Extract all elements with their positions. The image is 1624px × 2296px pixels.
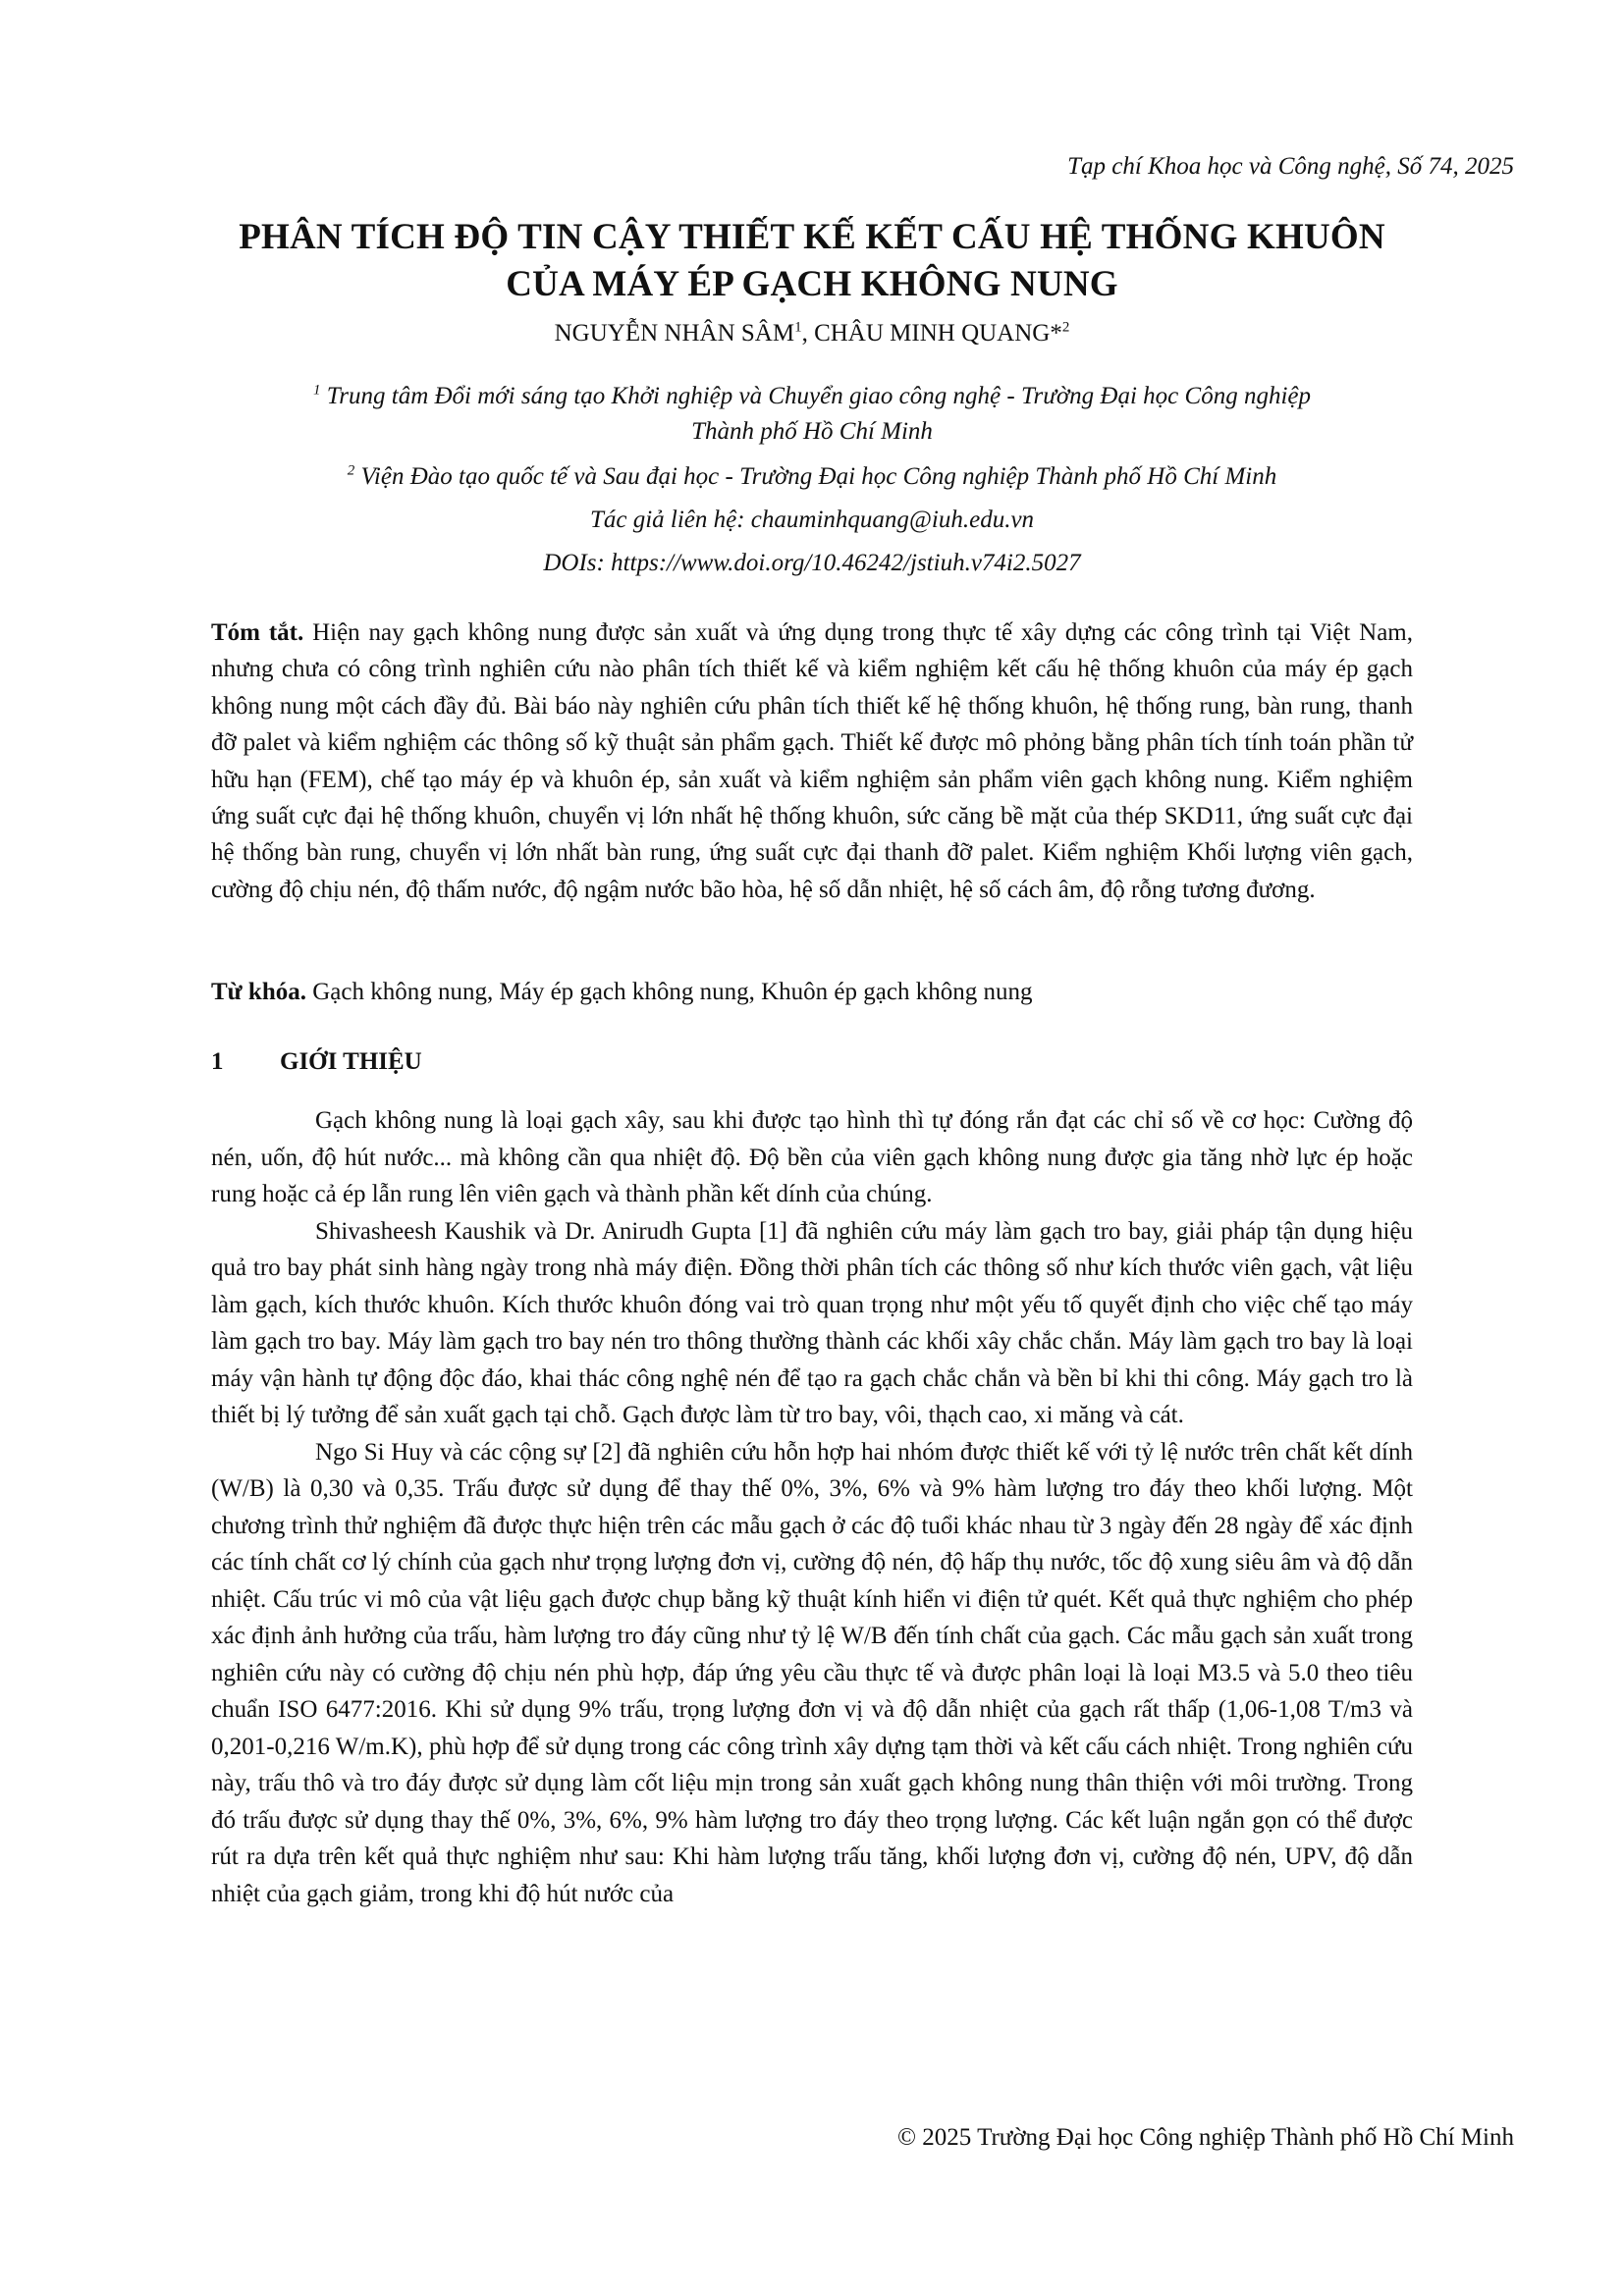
affiliation-text: Thành phố Hồ Chí Minh bbox=[691, 418, 933, 445]
keywords-label: Từ khóa. bbox=[211, 979, 306, 1005]
paragraph: Gạch không nung là loại gạch xây, sau khi được tạo hình thì tự đóng rắn đạt các chỉ số về cơ học: Cường độ nén, uốn, độ hút nước... mà không cần qua nhiệt độ. Độ bền của viên gạch không nung được gia tăng nhờ lực ép hoặc rung hoặc cả ép lẫn rung lên viên gạch và thành phần kết dính của chúng. bbox=[211, 1107, 1413, 1207]
author-separator: , bbox=[801, 320, 815, 347]
paragraph: Shivasheesh Kaushik và Dr. Anirudh Gupta [1] đã nghiên cứu máy làm gạch tro bay, giải pháp tận dụng hiệu quả tro bay phát sinh hàng ngày trong nhà máy điện. Đồng thời phân tích các thông số như kích thước viên gạch, vật liệu làm gạch, kích thước khuôn. Kích thước khuôn đóng vai trò quan trọng như một yếu tố quyết định cho việc chế tạo máy làm gạch tro bay. Máy làm gạch tro bay nén tro thông thường thành các khối xây chắc chắn. Máy làm gạch tro bay là loại máy vận hành tự động độc đáo, khai thác công nghệ nén để tạo ra gạch chắc chắn và bền bỉ khi thi công. Máy gạch tro là thiết bị lý tưởng để sản xuất gạch tại chỗ. Gạch được làm từ tro bay, vôi, thạch cao, xi măng và cát. bbox=[211, 1217, 1413, 1428]
abstract bbox=[211, 614, 1413, 908]
paragraph: Ngo Si Huy và các cộng sự [2] đã nghiên cứu hỗn hợp hai nhóm được thiết kế với tỷ lệ nước trên chất kết dính (W/B) là 0,30 và 0,35. Trấu được sử dụng để thay thế 0%, 3%, 6% và 9% hàm lượng tro đáy theo khối lượng. Một chương trình thử nghiệm đã được thực hiện trên các mẫu gạch ở các độ tuổi khác nhau từ 3 ngày đến 28 ngày để xác định các tính chất cơ lý chính của gạch như trọng lượng đơn vị, cường độ nén, độ hấp thụ nước, tốc độ xung siêu âm và độ dẫn nhiệt. Cấu trúc vi mô của vật liệu gạch được chụp bằng kỹ thuật kính hiển vi điện tử quét. Kết quả thực nghiệm cho phép xác định ảnh hưởng của trấu, hàm lượng tro đáy cũng như tỷ lệ W/B đến tính chất của gạch. Các mẫu gạch sản xuất trong nghiên cứu này có cường độ chịu nén phù hợp, đáp ứng yêu cầu thực tế và được phân loại là loại M3.5 và 5.0 theo tiêu chuẩn ISO 6477:2016. Khi sử dụng 9% trấu, trọng lượng đơn vị và độ dẫn nhiệt của gạch rất thấp (1,06-1,08 T/m3 và 0,201-0,216 W/m.K), phù hợp để sử dụng trong các công trình xây dựng tạm thời và kết cấu cách nhiệt. Trong nghiên cứu này, trấu thô và tro đáy được sử dụng làm cốt liệu mịn trong sản xuất gạch không nung thân thiện với môi trường. Trong đó trấu được sử dụng thay thế 0%, 3%, 6%, 9% hàm lượng tro đáy theo trọng lượng. Các kết luận ngắn gọn có thể được rút ra dựa trên kết quả thực nghiệm như sau: Khi hàm lượng trấu tăng, khối lượng đơn vị, cường độ nén, UPV, độ dẫn nhiệt của gạch giảm, trong khi độ hút nước của bbox=[211, 1438, 1413, 1907]
section-number: 1 bbox=[211, 1048, 224, 1075]
paper-title-line-2: CỦA MÁY ÉP GẠCH KHÔNG NUNG bbox=[506, 264, 1118, 304]
title-block bbox=[211, 214, 1413, 351]
author-list bbox=[211, 316, 1413, 351]
section-heading bbox=[211, 1048, 422, 1076]
doi-line: DOIs: https://www.doi.org/10.46242/jstiuh.v74i2.5027 bbox=[543, 550, 1081, 576]
paper-title-line-1: PHÂN TÍCH ĐỘ TIN CẬY THIẾT KẾ KẾT CẤU HỆ THỐNG KHUÔN bbox=[239, 217, 1385, 257]
author-name: CHÂU MINH QUANG* bbox=[814, 320, 1062, 347]
author-affiliation-mark: 2 bbox=[1061, 319, 1070, 336]
corresponding-author: Tác giả liên hệ: chauminhquang@iuh.edu.vn bbox=[589, 507, 1035, 533]
author-name: NGUYỄN NHÂN SÂM bbox=[554, 320, 795, 347]
abstract-label: Tóm tắt. bbox=[211, 619, 304, 646]
page-footer: © 2025 Trường Đại học Công nghiệp Thành phố Hồ Chí Minh bbox=[897, 2124, 1514, 2151]
keywords-text: Gạch không nung, Máy ép gạch không nung, Khuôn ép gạch không nung bbox=[306, 979, 1033, 1005]
affiliation-text: Trung tâm Đổi mới sáng tạo Khởi nghiệp và Chuyển giao công nghệ - Trường Đại học Công nghiệp bbox=[320, 383, 1311, 409]
author-affiliation-mark: 1 bbox=[794, 319, 802, 336]
affiliation-1 bbox=[211, 379, 1413, 450]
abstract-text: Hiện nay gạch không nung được sản xuất và ứng dụng trong thực tế xây dựng các công trình tại Việt Nam, nhưng chưa có công trình nghiên cứu nào phân tích thiết kế và kiểm nghiệm kết cấu hệ thống khuôn của máy ép gạch không nung một cách đầy đủ. Bài báo này nghiên cứu phân tích thiết kế hệ thống khuôn, hệ thống rung, bàn rung, thanh đỡ palet và kiểm nghiệm các thông số kỹ thuật sản phẩm gạch. Thiết kế được mô phỏng bằng phân tích tính toán phần tử hữu hạn (FEM), chế tạo máy ép và khuôn ép, sản xuất và kiểm nghiệm sản phẩm viên gạch không nung. Kiểm nghiệm ứng suất cực đại hệ thống khuôn, chuyển vị lớn nhất hệ thống khuôn, sức căng bề mặt của thép SKD11, ứng suất cực đại hệ thống bàn rung, chuyển vị lớn nhất bàn rung, ứng suất cực đại thanh đỡ palet. Kiểm nghiệm Khối lượng viên gạch, cường độ chịu nén, độ thấm nước, độ ngậm nước bão hòa, hệ số dẫn nhiệt, hệ số cách âm, độ rỗng tương đương. bbox=[211, 619, 1414, 903]
affiliation-mark: 2 bbox=[347, 462, 355, 479]
journal-header: Tạp chí Khoa học và Công nghệ, Số 74, 2025 bbox=[1067, 153, 1514, 180]
body-text bbox=[211, 1102, 1413, 1912]
affiliation-text: Viện Đào tạo quốc tế và Sau đại học - Trường Đại học Công nghiệp Thành phố Hồ Chí Minh bbox=[354, 463, 1277, 490]
keywords bbox=[211, 974, 1413, 1010]
affiliation-2 bbox=[211, 459, 1413, 495]
section-title: GIỚI THIỆU bbox=[280, 1048, 422, 1075]
affiliation-block bbox=[211, 373, 1413, 581]
affiliation-mark: 1 bbox=[313, 382, 321, 399]
